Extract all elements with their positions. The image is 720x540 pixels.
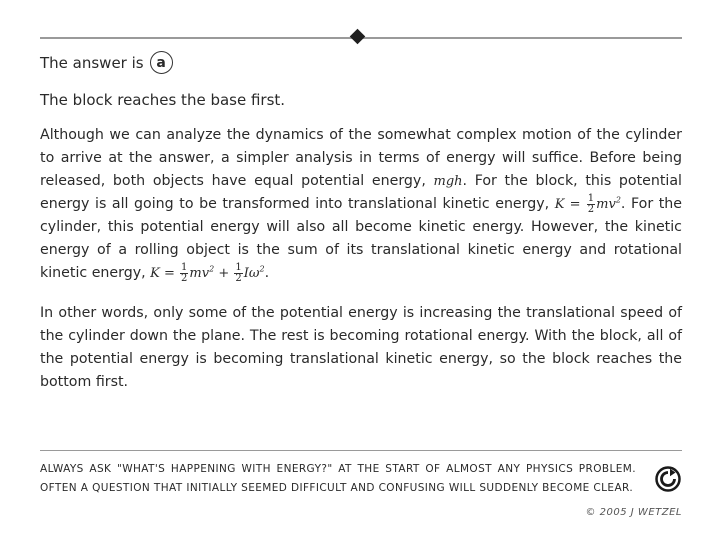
ke-label: K = bbox=[150, 266, 175, 281]
block-ke-equation bbox=[554, 193, 621, 215]
mgh-expression: mgh bbox=[433, 174, 463, 189]
fraction-denominator: 2 bbox=[587, 204, 595, 215]
fraction-denominator: 2 bbox=[181, 273, 188, 284]
answer-prefix: The answer is bbox=[40, 53, 144, 72]
half-fraction bbox=[234, 263, 242, 284]
fraction-numerator: 1 bbox=[587, 193, 595, 204]
explanation-paragraph-2: In other words, only some of the potential energy is increasing the translational speed of the cylinder down the plane. The rest is becoming rotational energy. With the block, all of the potential energy is becoming translational kinetic energy, so the block reaches the bottom first. bbox=[40, 305, 682, 390]
half-fraction bbox=[180, 263, 188, 284]
explanation-paragraph-1 bbox=[40, 124, 682, 285]
mv-term: mv bbox=[189, 266, 210, 281]
period: . bbox=[264, 265, 270, 281]
rolling-ke-equation bbox=[150, 262, 265, 284]
p1-text-2: . For the block, this potential energy is all going to be transformed into translational kinetic energy, bbox=[40, 173, 682, 212]
fraction-denominator: 2 bbox=[235, 273, 242, 284]
answer-line bbox=[40, 51, 173, 74]
conclusion-text: The block reaches the base first. bbox=[40, 91, 286, 109]
square-exponent: 2 bbox=[209, 264, 215, 274]
copyright-text: © 2005 J WETZEL bbox=[585, 507, 682, 518]
half-fraction bbox=[587, 194, 595, 215]
ke-label: K = bbox=[554, 197, 581, 212]
mv-term: mv bbox=[596, 197, 616, 212]
circular-arrow-icon bbox=[655, 466, 681, 492]
footer-tip: ALWAYS ASK "WHAT'S HAPPENING WITH ENERGY?" AT THE START OF ALMOST ANY PHYSICS PROBLEM. OFTEN A QUESTION THAT INITIALLY SEEMED DIFFICULT AND CONFUSING WILL SUDDENLY BECOME CLEAR. bbox=[40, 463, 636, 494]
p1-text-3: . For the cylinder, this potential energy will also all become kinetic energy. However, the kinetic energy of a rolling object is the sum of its translational kinetic energy and rotational kinetic energy, bbox=[40, 196, 683, 281]
i-omega-term: Iω bbox=[243, 266, 260, 281]
plus-sign: + bbox=[218, 266, 230, 281]
bottom-divider bbox=[40, 450, 682, 451]
square-exponent: 2 bbox=[259, 264, 265, 274]
fraction-numerator: 1 bbox=[235, 262, 242, 273]
fraction-numerator: 1 bbox=[181, 262, 188, 273]
answer-choice-badge: a bbox=[150, 51, 173, 74]
p1-text-1: Although we can analyze the dynamics of the somewhat complex motion of the cylinder to arrive at the answer, a simpler analysis in terms of energy will suffice. Before being released, both objects have equal potential energy, bbox=[40, 127, 682, 189]
square-exponent: 2 bbox=[615, 195, 621, 205]
diamond-ornament-icon bbox=[350, 29, 366, 45]
